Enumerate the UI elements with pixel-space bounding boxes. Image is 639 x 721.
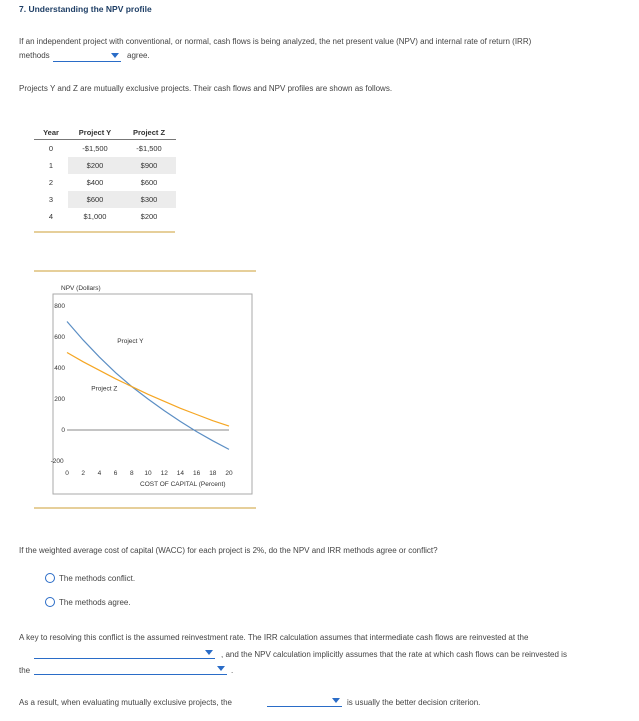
y-tick-label: -200 — [50, 458, 64, 465]
chevron-down-icon — [217, 666, 225, 671]
intro-line-2-prefix: methods — [19, 51, 50, 60]
cell-project-y: $600 — [68, 191, 122, 208]
x-tick-label: 14 — [176, 470, 185, 477]
cell-project-z: -$1,500 — [136, 144, 162, 153]
cell-project-y: -$1,500 — [82, 144, 108, 153]
x-tick-label: 8 — [130, 470, 134, 477]
table-row — [34, 208, 176, 225]
x-tick-label: 12 — [160, 470, 168, 477]
cell-project-y: $200 — [68, 157, 122, 174]
header-project-y: Project Y — [68, 125, 122, 140]
projects-text: Projects Y and Z are mutually exclusive projects. Their cash flows and NPV profiles are shown as follows. — [19, 84, 393, 93]
irr-reinvestment-dropdown[interactable] — [34, 648, 215, 659]
x-tick-label: 20 — [225, 470, 233, 477]
option-agree-radio[interactable] — [45, 597, 55, 607]
conclusion-suffix: is usually the better decision criterion. — [347, 698, 481, 707]
x-tick-label: 10 — [144, 470, 152, 477]
y-tick-label: 0 — [61, 427, 66, 434]
decision-criterion-dropdown[interactable] — [267, 696, 342, 707]
intro-dropdown[interactable] — [53, 51, 121, 62]
page-title: 7. Understanding the NPV profile — [19, 4, 152, 14]
x-tick-label: 18 — [209, 470, 217, 477]
project-z-annotation: Project Z — [91, 385, 118, 393]
y-tick-label: 400 — [54, 365, 66, 372]
x-tick-label: 16 — [193, 470, 201, 477]
option-conflict-label[interactable]: The methods conflict. — [59, 574, 136, 583]
cell-project-z: $600 — [140, 178, 158, 187]
table-row — [34, 157, 176, 174]
cell-year: 2 — [48, 178, 54, 187]
cell-project-y: $400 — [86, 178, 104, 187]
reinvest-line-1: A key to resolving this conflict is the assumed reinvestment rate. The IRR calculation assumes that intermediate cash flows are reinvested at the — [19, 633, 529, 642]
y-tick-label: 200 — [54, 396, 66, 403]
cash-flow-table-wrap — [34, 125, 176, 225]
intro-line-1: If an independent project with conventional, or normal, cash flows is being analyzed, the net present value (NPV) and internal rate of return (IRR) — [19, 37, 532, 46]
chart-bottom-rule — [34, 507, 256, 509]
chart-top-rule — [34, 270, 256, 272]
reinvest-line-3-suffix: . — [231, 666, 234, 675]
table-row — [34, 140, 176, 158]
project-y-annotation: Project Y — [117, 338, 144, 346]
header-year: Year — [34, 125, 68, 140]
y-tick-label: 800 — [54, 303, 66, 310]
cell-year: 1 — [48, 161, 54, 170]
cell-year: 4 — [48, 212, 54, 221]
x-tick-label: 4 — [97, 470, 102, 477]
table-row — [34, 191, 176, 208]
chevron-down-icon — [111, 53, 119, 58]
x-tick-label: 0 — [65, 470, 69, 477]
cell-year: 3 — [48, 195, 54, 204]
y-axis-label: NPV (Dollars) — [61, 285, 101, 292]
npv-profile-chart — [34, 276, 256, 502]
conclusion-prefix: As a result, when evaluating mutually exclusive projects, the — [19, 698, 232, 707]
cell-year: 0 — [48, 144, 54, 153]
header-project-z: Project Z — [122, 125, 176, 140]
npv-reinvestment-dropdown[interactable] — [34, 664, 227, 675]
chevron-down-icon — [332, 698, 340, 703]
table-row — [34, 174, 176, 191]
x-tick-label: 2 — [81, 470, 86, 477]
table-bottom-rule — [34, 231, 175, 233]
reinvest-line-3-prefix: the — [19, 666, 31, 675]
plot-frame — [50, 294, 252, 494]
intro-line-2-suffix: agree. — [127, 51, 150, 60]
cell-project-z: $200 — [140, 212, 158, 221]
option-agree-label[interactable]: The methods agree. — [59, 598, 131, 607]
option-conflict-radio[interactable] — [45, 573, 55, 583]
reinvest-line-2-suffix: , and the NPV calculation implicitly assumes that the rate at which cash flows can be reinvested is — [221, 650, 567, 659]
cash-flow-table — [34, 125, 176, 225]
x-axis-label: COST OF CAPITAL (Percent) — [140, 481, 226, 488]
cell-project-z: $300 — [122, 191, 176, 208]
chevron-down-icon — [205, 650, 213, 655]
question-text: If the weighted average cost of capital (WACC) for each project is 2%, do the NPV and IRR methods agree or conflict? — [19, 546, 438, 555]
cell-project-y: $1,000 — [83, 212, 107, 221]
y-tick-label: 600 — [54, 334, 66, 341]
cell-project-z: $900 — [122, 157, 176, 174]
x-tick-label: 6 — [113, 470, 118, 477]
